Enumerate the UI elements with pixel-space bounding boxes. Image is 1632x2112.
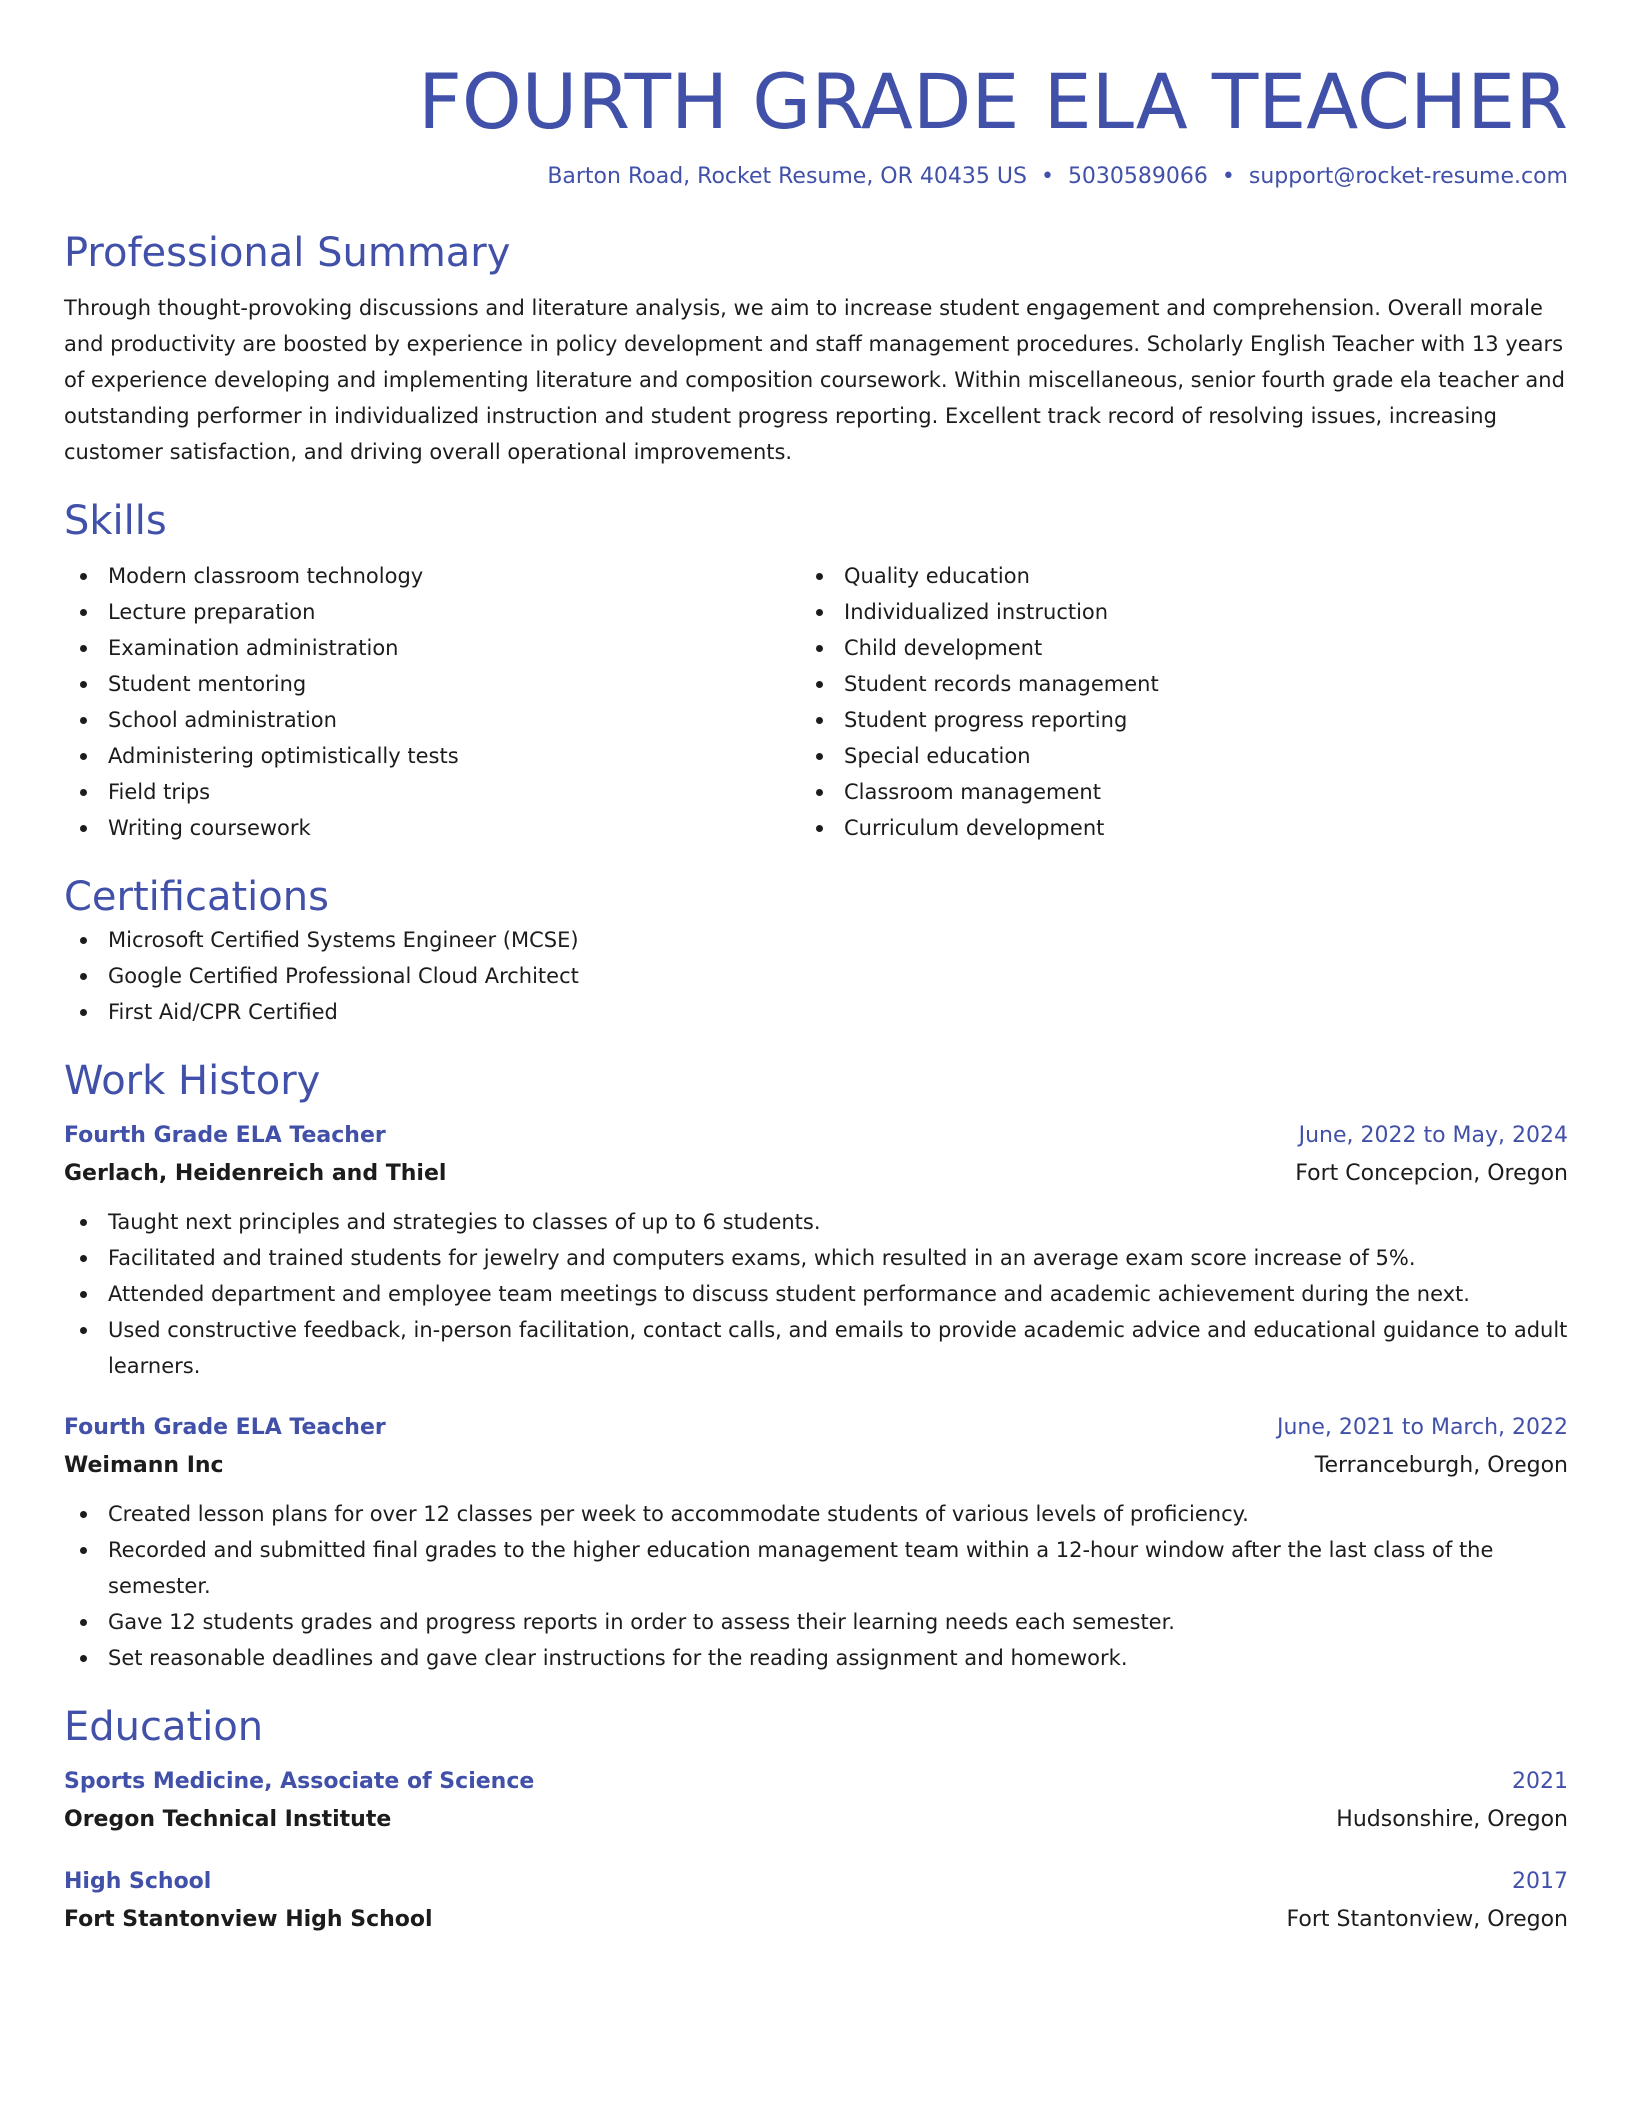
job-employer: Gerlach, Heidenreich and Thiel <box>64 1161 447 1186</box>
contact-separator: • <box>1040 164 1054 189</box>
job-title: Fourth Grade ELA Teacher <box>64 1415 386 1440</box>
job-title: Fourth Grade ELA Teacher <box>64 1123 386 1148</box>
certification-item: First Aid/CPR Certified <box>64 994 1568 1030</box>
education-title: Education <box>64 1704 264 1750</box>
resume-content <box>64 0 1568 1940</box>
certification-item: Google Certified Professional Cloud Architect <box>64 958 1568 994</box>
resume-header <box>64 52 1568 192</box>
skill-item: Curriculum development <box>800 810 1536 846</box>
certification-item: Microsoft Certified Systems Engineer (MCSE) <box>64 922 1568 958</box>
job-dates: June, 2021 to March, 2022 <box>1277 1415 1568 1440</box>
contact-line <box>64 162 1568 192</box>
skill-item: Examination administration <box>64 630 800 666</box>
job-bullets <box>64 1204 1568 1384</box>
work-history-section <box>64 1056 1568 1676</box>
resume-name: FOURTH GRADE ELA TEACHER <box>418 57 1568 146</box>
skill-item: Special education <box>800 738 1536 774</box>
education-school-row <box>64 1900 1568 1940</box>
skill-item: Administering optimistically tests <box>64 738 800 774</box>
skill-item: Classroom management <box>800 774 1536 810</box>
education-school: Oregon Technical Institute <box>64 1807 392 1832</box>
job-bullets <box>64 1496 1568 1676</box>
education-school-row <box>64 1800 1568 1840</box>
education-entry <box>64 1764 1568 1840</box>
summary-text: Through thought-provoking discussions and literature analysis, we aim to increase student engagement and comprehension. Overall morale and productivity are boosted by experience in policy development and staff management procedures. Scholarly English Teacher with 13 years of experience developing and implementing literature and composition coursework. Within miscellaneous, senior fourth grade ela teacher and outstanding performer in individualized instruction and student progress reporting. Excellent track record of resolving issues, increasing customer satisfaction, and driving overall operational improvements. <box>64 296 1565 464</box>
job-employer: Weimann Inc <box>64 1453 224 1478</box>
skill-item: Student records management <box>800 666 1536 702</box>
education-location: Fort Stantonview, Oregon <box>1286 1907 1568 1932</box>
job-location: Terranceburgh, Oregon <box>1314 1453 1568 1478</box>
skill-item: Individualized instruction <box>800 594 1536 630</box>
skill-item: School administration <box>64 702 800 738</box>
job-entry <box>64 1410 1568 1676</box>
job-location: Fort Concepcion, Oregon <box>1295 1161 1568 1186</box>
job-bullet: Facilitated and trained students for jewelry and computers exams, which resulted in an average exam score increase of 5%. <box>64 1240 1568 1276</box>
work-history-title: Work History <box>64 1058 321 1104</box>
job-bullet: Recorded and submitted final grades to the higher education management team within a 12-hour window after the last class of the semester. <box>64 1532 1568 1604</box>
job-header-row <box>64 1410 1568 1446</box>
skill-item: Student progress reporting <box>800 702 1536 738</box>
education-year: 2017 <box>1512 1869 1568 1894</box>
contact-address: Barton Road, Rocket Resume, OR 40435 US <box>547 164 1027 189</box>
job-bullet: Taught next principles and strategies to classes of up to 6 students. <box>64 1204 1568 1240</box>
summary-section <box>64 228 1568 470</box>
contact-separator: • <box>1221 164 1235 189</box>
skill-item: Child development <box>800 630 1536 666</box>
contact-email: support@rocket-resume.com <box>1248 164 1568 189</box>
skill-item: Lecture preparation <box>64 594 800 630</box>
education-location: Hudsonshire, Oregon <box>1336 1807 1568 1832</box>
education-degree: Sports Medicine, Associate of Science <box>64 1769 535 1794</box>
skills-section <box>64 496 1568 846</box>
skill-item: Field trips <box>64 774 800 810</box>
skill-item: Quality education <box>800 558 1536 594</box>
certifications-section <box>64 872 1568 1030</box>
education-section <box>64 1702 1568 1940</box>
skills-title: Skills <box>64 498 167 544</box>
education-degree-row <box>64 1864 1568 1900</box>
summary-title: Professional Summary <box>64 230 511 276</box>
education-degree-row <box>64 1764 1568 1800</box>
education-year: 2021 <box>1512 1769 1568 1794</box>
job-entry <box>64 1118 1568 1384</box>
job-bullet: Created lesson plans for over 12 classes per week to accommodate students of various levels of proficiency. <box>64 1496 1568 1532</box>
job-employer-row <box>64 1154 1568 1194</box>
skills-grid <box>64 558 1568 846</box>
job-bullet: Used constructive feedback, in-person facilitation, contact calls, and emails to provide academic advice and educational guidance to adult learners. <box>64 1312 1568 1384</box>
education-entry <box>64 1864 1568 1940</box>
job-dates: June, 2022 to May, 2024 <box>1298 1123 1568 1148</box>
education-school: Fort Stantonview High School <box>64 1907 433 1932</box>
certifications-list <box>64 922 1568 1030</box>
certifications-title: Certifications <box>64 874 329 920</box>
education-degree: High School <box>64 1869 212 1894</box>
job-bullet: Attended department and employee team meetings to discuss student performance and academic achievement during the next. <box>64 1276 1568 1312</box>
skills-right-list <box>800 558 1536 846</box>
skills-left-list <box>64 558 800 846</box>
skills-right-column <box>800 558 1536 846</box>
job-bullet: Gave 12 students grades and progress reports in order to assess their learning needs each semester. <box>64 1604 1568 1640</box>
skill-item: Writing coursework <box>64 810 800 846</box>
job-header-row <box>64 1118 1568 1154</box>
contact-phone: 5030589066 <box>1067 164 1208 189</box>
job-employer-row <box>64 1446 1568 1486</box>
job-bullet: Set reasonable deadlines and gave clear instructions for the reading assignment and homework. <box>64 1640 1568 1676</box>
skill-item: Student mentoring <box>64 666 800 702</box>
skills-left-column <box>64 558 800 846</box>
skill-item: Modern classroom technology <box>64 558 800 594</box>
